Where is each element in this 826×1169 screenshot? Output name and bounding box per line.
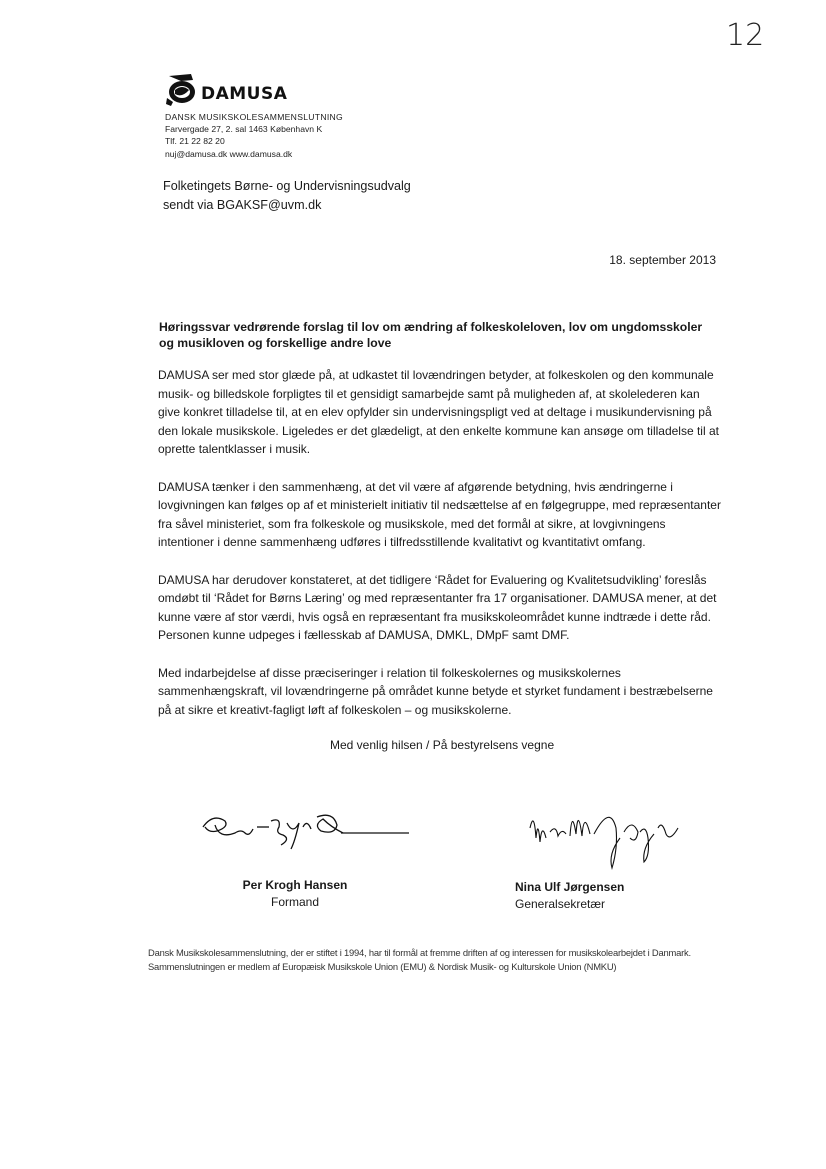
signature-nina-ulf-jorgensen [520,798,690,878]
org-name: DANSK MUSIKSKOLESAMMENSLUTNING [165,112,344,122]
closing-line: Med venlig hilsen / På bestyrelsens vegne [330,738,555,752]
org-address: Farvergade 27, 2. sal 1463 København K [165,124,323,135]
letterhead-address-block [165,111,343,160]
recipient-line-1: Folketingets Børne- og Undervisningsudvalg [163,179,411,193]
paragraph: DAMUSA tænker i den sammenhæng, at det vil være af afgørende betydning, hvis ændringerne i lovgivningen kan følges op af et ministerielt initiativ til nedsættelse af en følgegruppe, med repræsentanter fra såvel ministeriet, som fra folkeskole og musikskole, med det formål at sikre, at lovgivningens intentioner i denne sammenhæng udføres i tilfredsstillende kvalitativt og kvantitativt omfang. [158,479,721,550]
signature-per-krogh-hansen [195,805,415,855]
org-phone: Tlf. 21 22 82 20 [165,136,225,147]
logo-text: DAMUSA [201,84,288,104]
page-number: 12 [726,18,765,53]
signer-name: Nina Ulf Jørgensen [515,880,625,894]
damusa-logo [163,72,287,108]
recipient-block [163,177,411,215]
letter-body [158,366,724,738]
signature-left-graphic [195,805,415,855]
recipient-line-2: sendt via BGAKSF@uvm.dk [163,198,322,212]
paragraph: DAMUSA har derudover konstateret, at det tidligere ‘Rådet for Evaluering og Kvalitetsudvikling’ foreslås omdøbt til ‘Rådet for Børns Læring’ og med repræsentanter fra 17 organisationer. DAMUSA mener, at det kunne være af stor værdi, hvis også en repræsentant fra musikskoleområdet kunne indtræde i dette råd. Personen kunne udpeges i fællesskab af DAMUSA, DMKL, DMpF samt DMF. [158,572,717,643]
org-email-web: nuj@damusa.dk www.damusa.dk [165,148,293,159]
signer-title: Formand [270,895,320,909]
damusa-logo-icon [163,72,199,108]
signer-name: Per Krogh Hansen [242,878,348,892]
footer-note: Dansk Musikskolesammenslutning, der er stiftet i 1994, har til formål at fremme driften af og interessen for musikskolearbejdet i Danmark. Sammenslutningen er medlem af Europæisk Musikskole Union (EMU) & Nordisk Musik- og Kulturskole Union (NMKU) [148,947,691,972]
paragraph: Med indarbejdelse af disse præciseringer i relation til folkeskolernes og musikskolernes sammenhængskraft, vil lovændringerne på området kunne betyde et styrket fundament i bestræbelserne på at sikre et kreativt-fagligt løft af folkeskolen – og musikskolerne. [158,665,713,717]
letter-date: 18. september 2013 [609,253,716,267]
signer-per-krogh-hansen [235,877,355,911]
signer-title: Generalsekretær [515,897,606,911]
signer-nina-ulf-jorgensen [515,879,645,913]
paragraph: DAMUSA ser med stor glæde på, at udkastet til lovændringen betyder, at folkeskolen og den kommunale musik- og billedskole forpligtes til et gensidigt samarbejde samt på muligheden af, at skolelederen kan give konkret tilladelse til, at en elev opfylder sin undervisningspligt ved at deltage i musikundervisning på den lokale musikskole. Ligeledes er det glædeligt, at den enkelte kommune kan ansøge om tilladelse til at oprette talentklasser i musik. [158,368,719,457]
signature-right-graphic [520,798,690,878]
letter-subject: Høringssvar vedrørende forslag til lov om ændring af folkeskoleloven, lov om ungdomsskoler og musikloven og forskellige andre love [159,320,703,350]
